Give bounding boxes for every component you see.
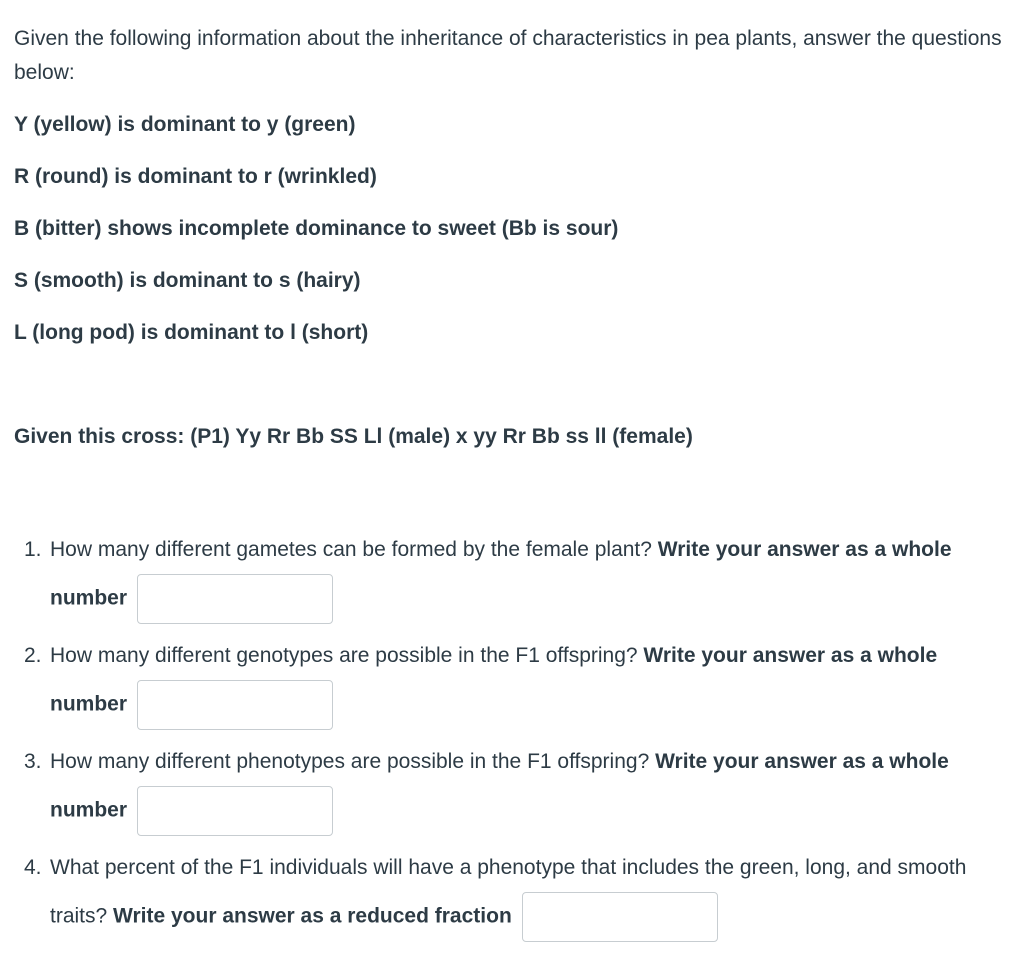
rule-yellow: Y (yellow) is dominant to y (green) (14, 113, 356, 136)
answer-input-2[interactable] (137, 680, 333, 730)
question-text: How many different phenotypes are possible in the F1 offspring? (50, 750, 650, 773)
cross-statement: Given this cross: (P1) Yy Rr Bb SS Ll (male) x yy Rr Bb ss ll (female) (14, 425, 693, 448)
question-list (14, 526, 1010, 942)
question-instruction: Write your answer as a whole number (50, 644, 938, 716)
question-number: 1. (24, 538, 42, 561)
question-text: How many different genotypes are possible in the F1 offspring? (50, 644, 638, 667)
question-2 (24, 632, 1010, 730)
question-3 (24, 738, 1010, 836)
question-number: 3. (24, 750, 42, 773)
rule-long-pod: L (long pod) is dominant to l (short) (14, 321, 369, 344)
question-instruction: Write your answer as a reduced fraction (113, 904, 512, 928)
rule-smooth: S (smooth) is dominant to s (hairy) (14, 269, 361, 292)
intro-text: Given the following information about the inheritance of characteristics in pea plants, answer the questions below: (14, 27, 1002, 84)
question-text: What percent of the F1 individuals will have a phenotype that includes the green, long, and smooth traits? (50, 856, 967, 928)
answer-input-3[interactable] (137, 786, 333, 836)
rule-bitter: B (bitter) shows incomplete dominance to sweet (Bb is sour) (14, 217, 619, 240)
question-instruction: Write your answer as a whole number (50, 750, 949, 822)
question-text: How many different gametes can be formed by the female plant? (50, 538, 652, 561)
question-instruction: Write your answer as a whole number (50, 538, 952, 610)
rule-round: R (round) is dominant to r (wrinkled) (14, 165, 377, 188)
answer-input-1[interactable] (137, 574, 333, 624)
question-4 (24, 844, 1010, 942)
question-number: 2. (24, 644, 42, 667)
question-number: 4. (24, 856, 42, 879)
question-1 (24, 526, 1010, 624)
answer-input-4[interactable] (522, 892, 718, 942)
